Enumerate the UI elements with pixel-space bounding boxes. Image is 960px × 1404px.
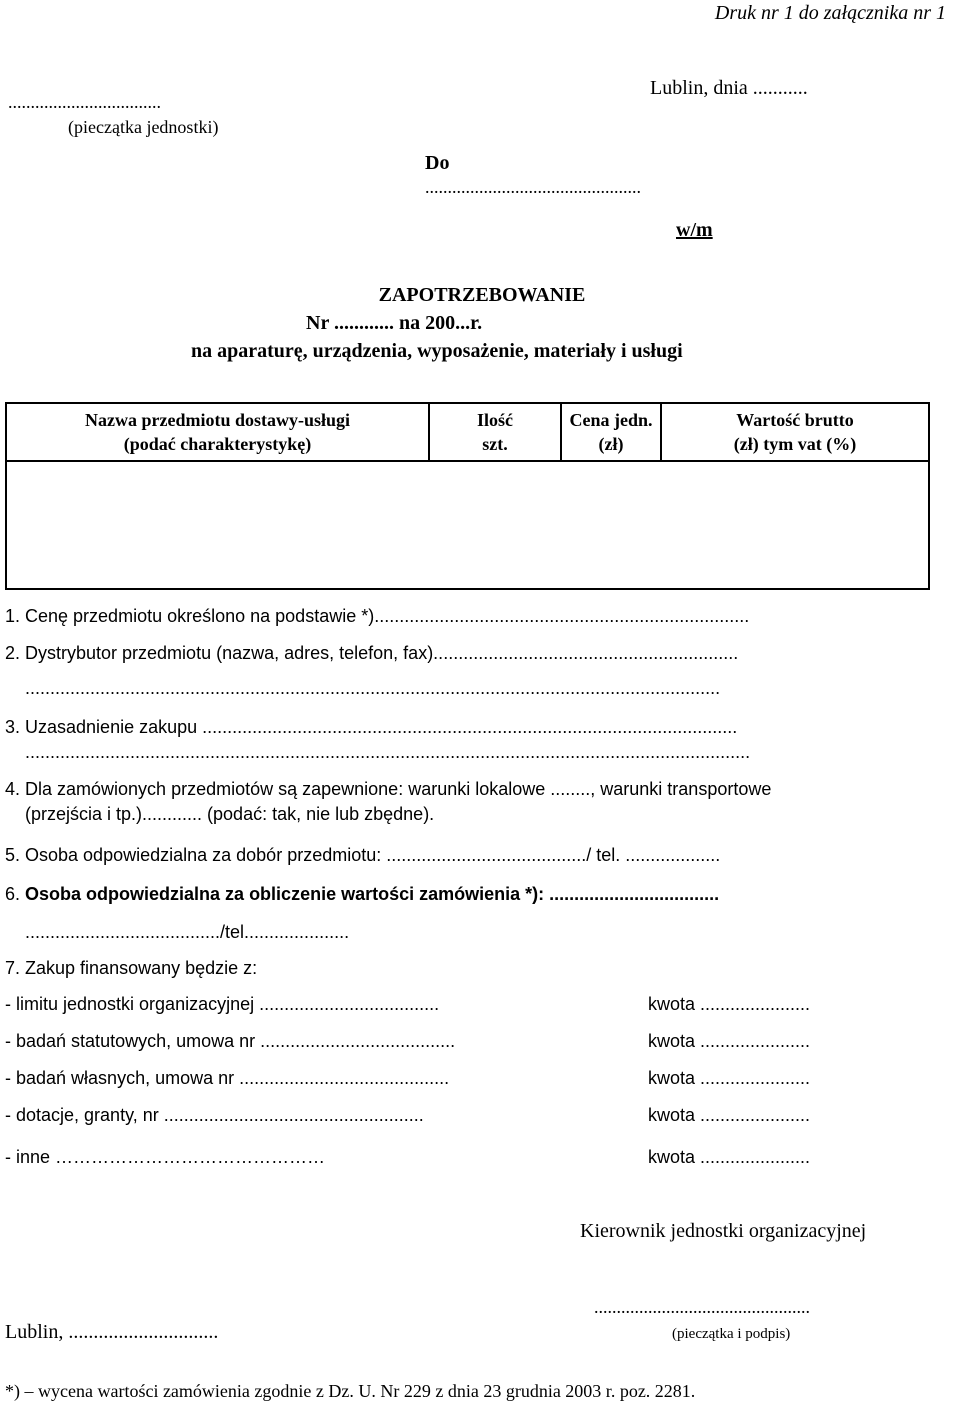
footnote: *) – wycena wartości zamówienia zgodnie z Dz. U. Nr 229 z dnia 23 grudnia 2003 r. poz. 2281. — [5, 1381, 696, 1401]
title-line-3: na aparaturę, urządzenia, wyposażenie, materiały i usługi — [191, 340, 683, 362]
stamp-signature-label: (pieczątka i podpis) — [672, 1326, 791, 1342]
title-line-1: ZAPOTRZEBOWANIE — [378, 284, 586, 306]
title-line-2: Nr ............ na 200...r. — [306, 312, 483, 334]
signature-dots: ................................................ — [594, 1297, 810, 1317]
item-4-continued: (przejścia i tp.)............ (podać: tak, nie lub zbędne). — [25, 804, 435, 824]
item-4: 4. Dla zamówionych przedmiotów są zapewnione: warunki lokalowe ........, warunki transportowe — [5, 779, 772, 799]
funding-source: - limitu jednostki organizacyjnej .................................... — [5, 994, 440, 1014]
form-number: Druk nr 1 do załącznika nr 1 — [714, 2, 946, 24]
funding-amount: kwota ...................... — [648, 1031, 811, 1051]
stamp-label: (pieczątka jednostki) — [68, 117, 219, 137]
funding-source: - dotacje, granty, nr .................................................... — [5, 1105, 424, 1125]
funding-source: - inne ……………………………………… — [5, 1147, 326, 1167]
funding-source: - badań statutowych, umowa nr ....................................... — [5, 1031, 456, 1051]
funding-source: - badań własnych, umowa nr .......................................... — [5, 1068, 450, 1088]
item-5: 5. Osoba odpowiedzialna za dobór przedmiotu: ......................................../ tel. ................... — [5, 845, 721, 865]
item-7: 7. Zakup finansowany będzie z: — [5, 958, 258, 978]
funding-amount: kwota ...................... — [648, 994, 811, 1014]
col-qty-header: Ilość szt. — [429, 403, 561, 461]
item-2-continued: ........................................................................................................................................... — [25, 678, 721, 698]
item-3: 3. Uzasadnienie zakupu ........................................................................................................... — [5, 717, 738, 737]
place-footer: Lublin, .............................. — [5, 1321, 219, 1343]
col-gross-value-header: Wartość brutto (zł) tym vat (%) — [661, 403, 929, 461]
table-header-row — [6, 403, 929, 461]
items-table — [5, 402, 930, 590]
document-title — [0, 284, 960, 307]
funding-amount: kwota ...................... — [648, 1147, 811, 1167]
table-empty-body — [6, 461, 929, 589]
col-name-header: Nazwa przedmiotu dostawy-usługi (podać charakterystykę) — [6, 403, 429, 461]
place-date: Lublin, dnia ........... — [650, 77, 808, 99]
funding-amount: kwota ...................... — [648, 1105, 811, 1125]
recipient-label: Do — [425, 152, 450, 174]
head-of-unit-label: Kierownik jednostki organizacyjnej — [580, 1220, 867, 1242]
stamp-dots: .................................. — [8, 92, 161, 112]
funding-amount: kwota ...................... — [648, 1068, 811, 1088]
recipient-dots: ................................................ — [425, 177, 641, 197]
item-2: 2. Dystrybutor przedmiotu (nazwa, adres, telefon, fax)............................................................. — [5, 643, 739, 663]
col-unit-price-header: Cena jedn. (zł) — [561, 403, 661, 461]
item-6: 6. Osoba odpowiedzialna za obliczenie wartości zamówienia *): .................................. — [5, 884, 720, 904]
table-row — [6, 461, 929, 589]
item-3-continued: ................................................................................................................................................. — [25, 742, 751, 762]
item-1: 1. Cenę przedmiotu określono na podstawie *)........................................................................... — [5, 606, 750, 626]
wm-label: w/m — [676, 219, 713, 241]
item-6-continued: ......................................./tel..................... — [25, 922, 350, 942]
